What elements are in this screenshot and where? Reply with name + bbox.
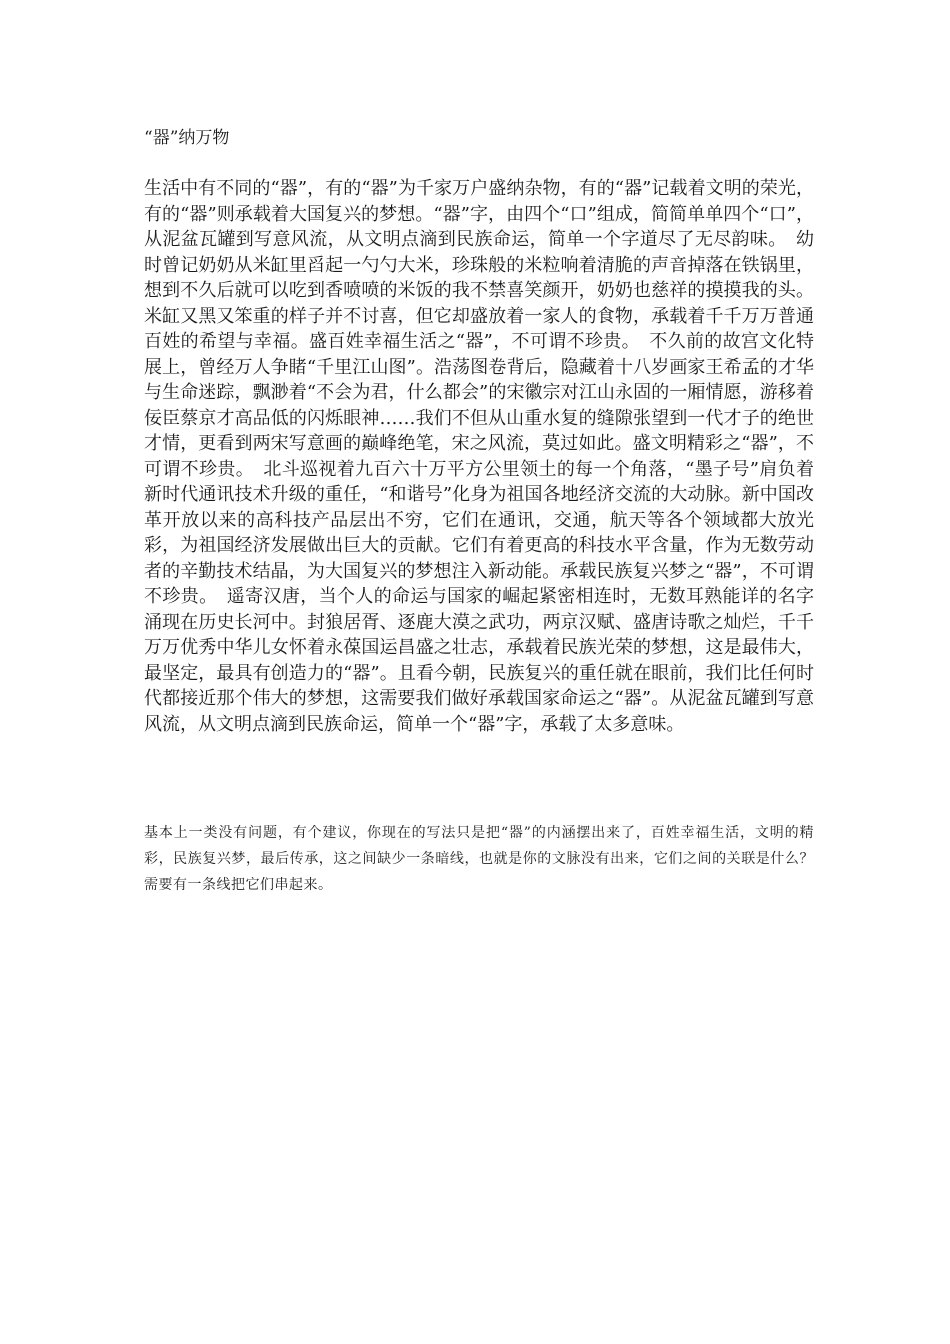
essay-body: 生活中有不同的“器”，有的“器”为千家万户盛纳杂物，有的“器”记载着文明的荣光，有的“器”则承载着大国复兴的梦想。“器”字，由四个“口”组成，简简单单四个“口”，从泥盆瓦罐到写意风流，从文明点滴到民族命运，简单一个字道尽了无尽韵味。 幼时曾记奶奶从米缸里舀起一勺勺大米，珍珠般的米粒响着清脆的声音掉落在铁锅里，想到不久后就可以吃到香喷喷的米饭的我不禁喜笑颜开，奶奶也慈祥的摸摸我的头。米缸又黑又笨重的样子并不讨喜，但它却盛放着一家人的食物，承载着千千万万普通百姓的希望与幸福。盛百姓幸福生活之“器”，不可谓不珍贵。 不久前的故宫文化特展上，曾经万人争睹“千里江山图”。浩荡图卷背后，隐藏着十八岁画家王希孟的才华与生命迷踪，飘渺着“不会为君，什么都会”的宋徽宗对江山永固的一厢情愿，游移着佞臣蔡京才高品低的闪烁眼神……我们不但从山重水复的缝隙张望到一代才子的绝世才情，更看到两宋写意画的巅峰绝笔，宋之风流，莫过如此。盛文明精彩之“器”，不可谓不珍贵。 北斗巡视着九百六十万平方公里领土的每一个角落，“墨子号”肩负着新时代通讯技术升级的重任，“和谐号”化身为祖国各地经济交流的大动脉。新中国改革开放以来的高科技产品层出不穷，它们在通讯，交通，航天等各个领域都大放光彩，为祖国经济发展做出巨大的贡献。它们有着更高的科技水平含量，作为无数劳动者的辛勤技术结晶，为大国复兴的梦想注入新动能。承载民族复兴梦之“器”，不可谓不珍贵。 遥寄汉唐，当个人的命运与国家的崛起紧密相连时，无数耳熟能详的名字涌现在历史长河中。封狼居胥、逐鹿大漠之武功，两京汉赋、盛唐诗歌之灿烂，千千万万优秀中华儿女怀着永葆国运昌盛之壮志，承载着民族光荣的梦想，这是最伟大，最坚定，最具有创造力的“器”。且看今朝，民族复兴的重任就在眼前，我们比任何时代都接近那个伟大的梦想，这需要我们做好承载国家命运之“器”。从泥盆瓦罐到写意风流，从文明点滴到民族命运，简单一个“器”字，承载了太多意味。: [144, 178, 814, 735]
essay-title: “器”纳万物: [144, 128, 230, 148]
teacher-comment: 基本上一类没有问题，有个建议，你现在的写法只是把“器”的内涵摆出来了，百姓幸福生活，文明的精彩，民族复兴梦，最后传承，这之间缺少一条暗线，也就是你的文脉没有出来，它们之间的关联是什么？需要有一条线把它们串起来。: [144, 825, 814, 893]
